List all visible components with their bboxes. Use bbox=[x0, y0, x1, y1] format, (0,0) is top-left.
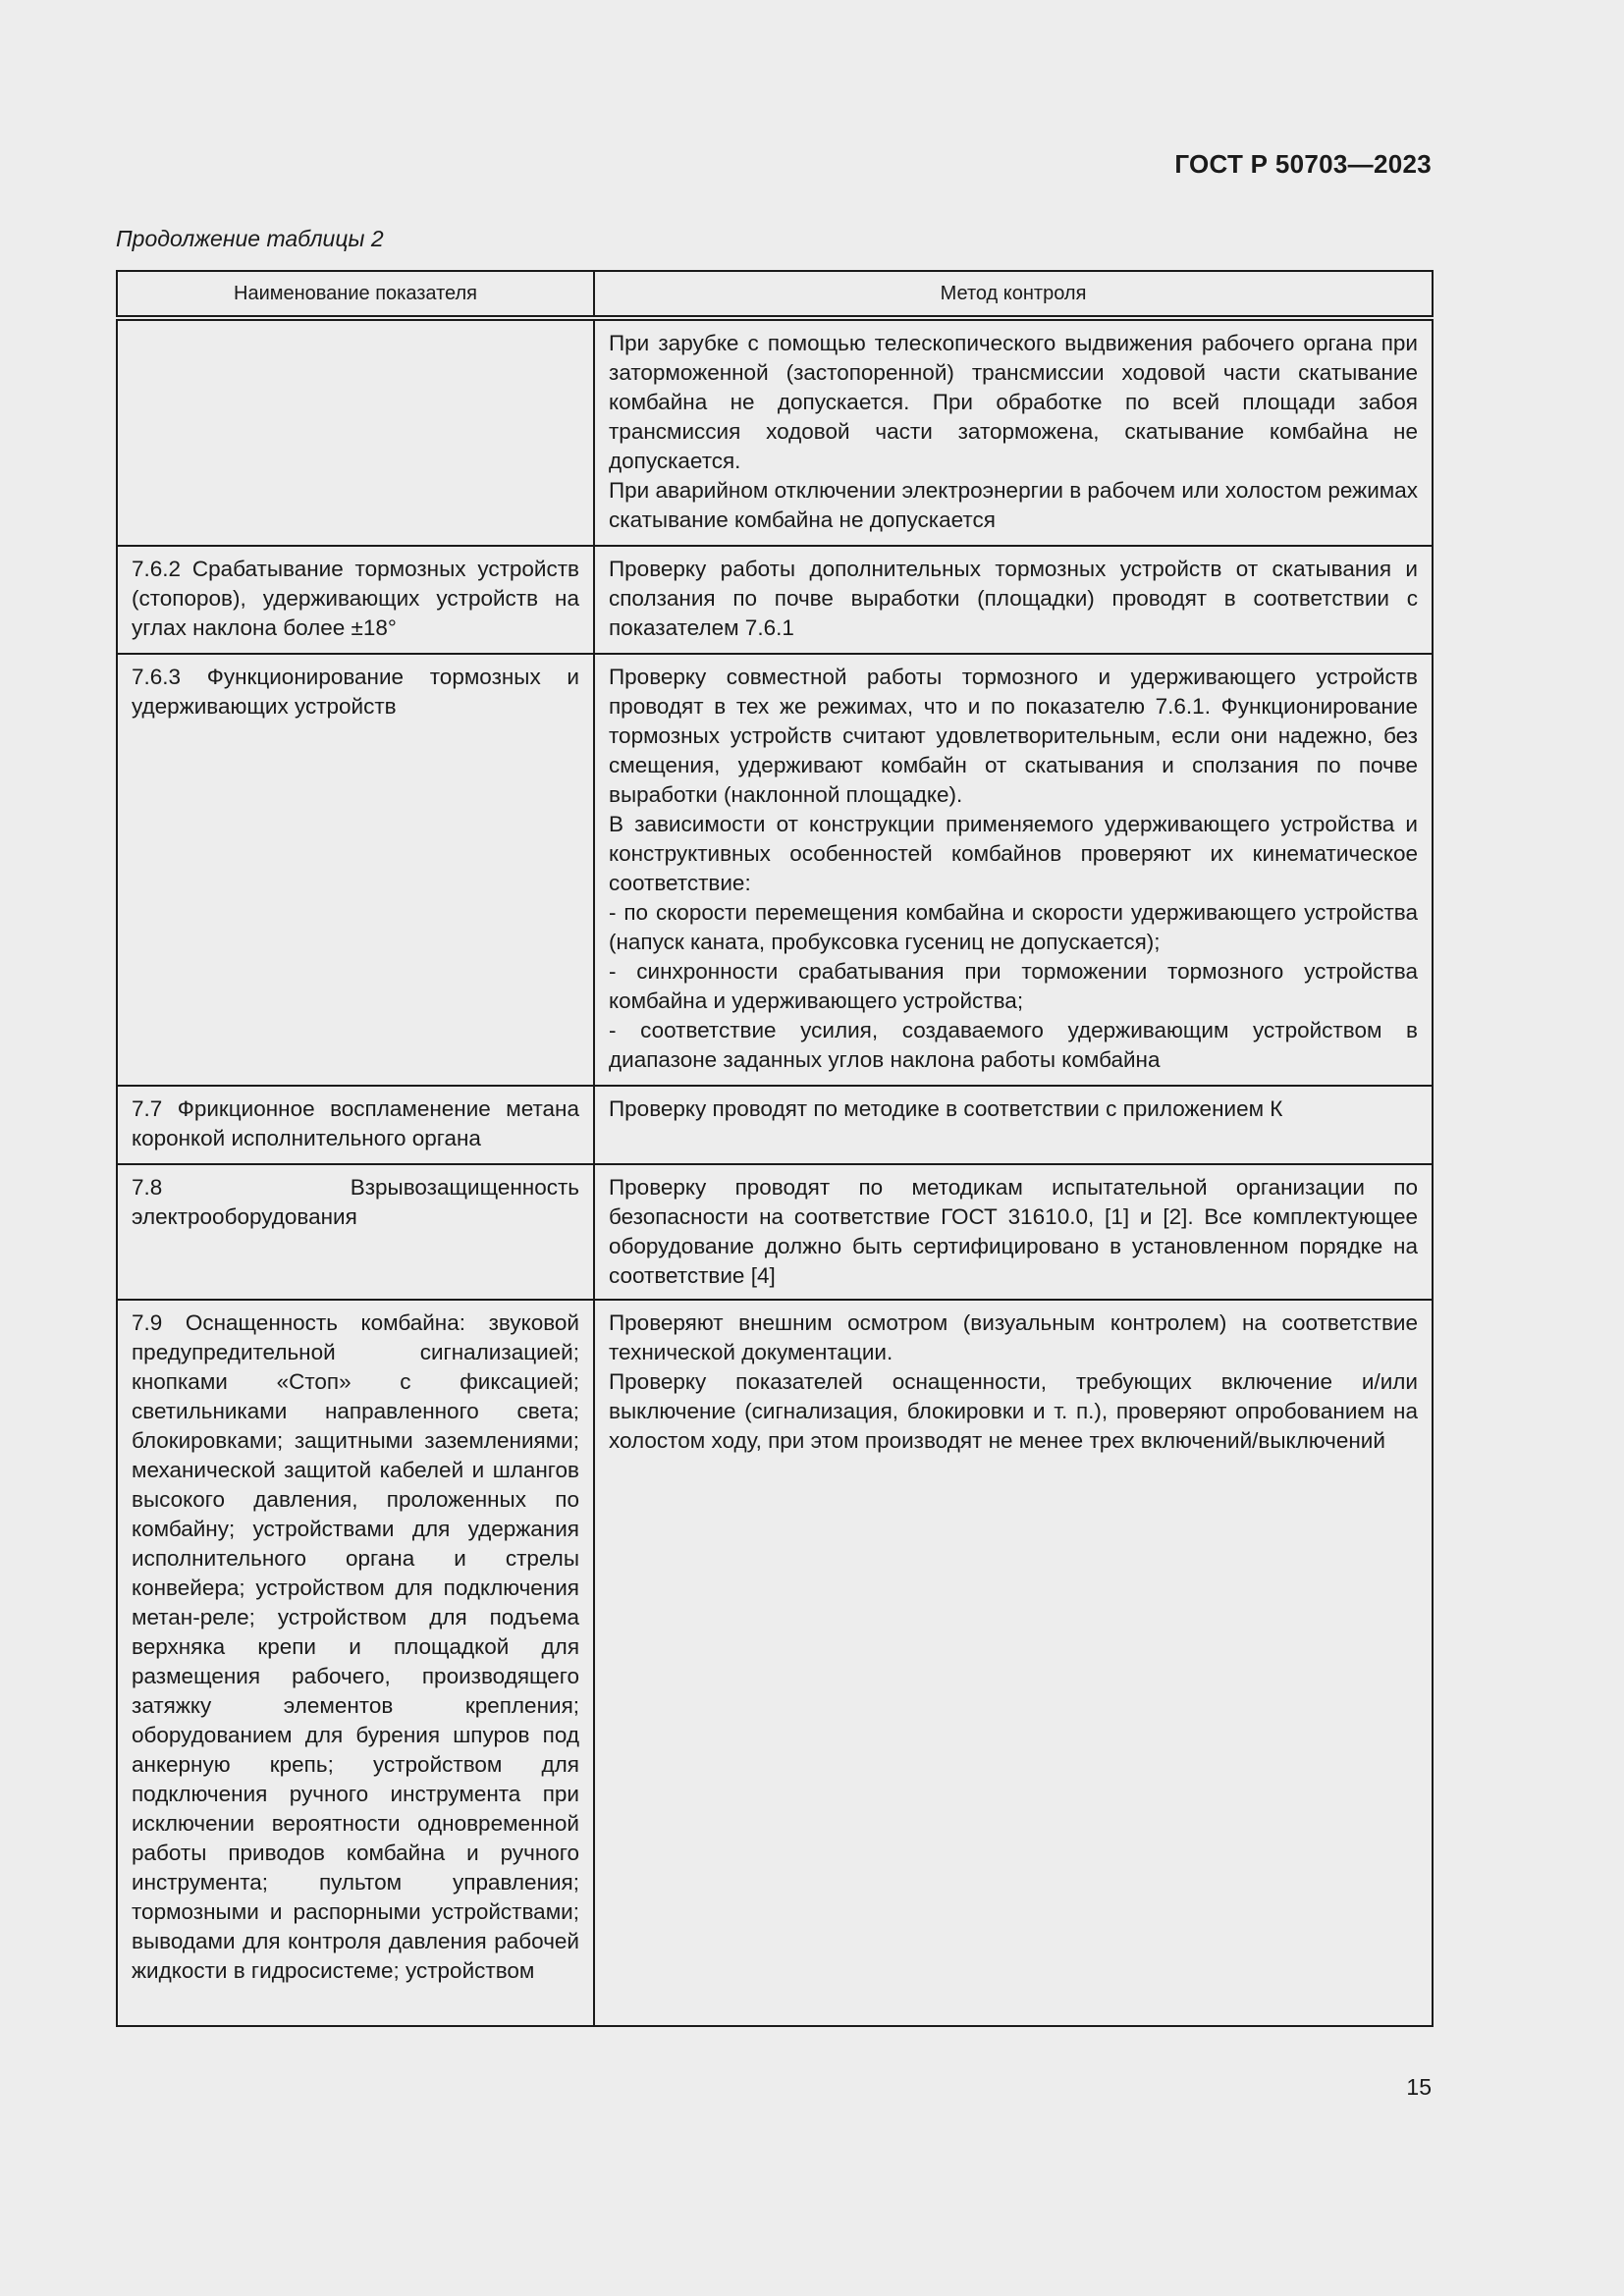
method-paragraph: - по скорости перемещения комбайна и скорости удерживающего устройства (напуск каната, пробуксовка гусениц не допускается); bbox=[609, 900, 1418, 954]
table-row bbox=[117, 654, 1433, 1086]
column-header-method: Метод контроля bbox=[594, 271, 1433, 318]
indicator-cell: 7.8 Взрывозащищенность электрооборудования bbox=[117, 1164, 594, 1300]
method-cell bbox=[594, 1086, 1433, 1164]
table-row bbox=[117, 1300, 1433, 2026]
method-paragraph: - соответствие усилия, создаваемого удерживающим устройством в диапазоне заданных углов наклона работы комбайна bbox=[609, 1018, 1418, 1072]
method-paragraph: При зарубке с помощью телескопического выдвижения рабочего органа при заторможенной (застопоренной) трансмиссии ходовой части скатывание комбайна не допускается. При обработке по всей площади забоя трансмиссия ходовой части заторможена, скатывание комбайна не допускается. bbox=[609, 331, 1418, 473]
indicator-cell: 7.6.3 Функционирование тормозных и удерживающих устройств bbox=[117, 654, 594, 1086]
table-header-row bbox=[117, 271, 1433, 318]
method-paragraph: Проверку проводят по методике в соответствии с приложением К bbox=[609, 1096, 1283, 1121]
method-paragraph: - синхронности срабатывания при торможении тормозного устройства комбайна и удерживающего устройства; bbox=[609, 959, 1418, 1013]
method-paragraph: Проверку совместной работы тормозного и удерживающего устройств проводят в тех же режимах, что и по показателю 7.6.1. Функционирование тормозных устройств считают удовлетворительным, если они надежно, без смещения, удерживают комбайн от скатывания и сползания по почве выработки (наклонной площадке). bbox=[609, 665, 1418, 807]
table-row bbox=[117, 1164, 1433, 1300]
method-paragraph: В зависимости от конструкции применяемого удерживающего устройства и конструктивных особенностей комбайнов проверяют их кинематическое соответствие: bbox=[609, 812, 1418, 895]
method-paragraph: При аварийном отключении электроэнергии в рабочем или холостом режимах скатывание комбайна не допускается bbox=[609, 478, 1418, 532]
method-cell bbox=[594, 1164, 1433, 1300]
column-header-indicator: Наименование показателя bbox=[117, 271, 594, 318]
table-row bbox=[117, 318, 1433, 546]
method-cell bbox=[594, 1300, 1433, 2026]
indicator-cell: 7.9 Оснащенность комбайна: звуковой предупредительной сигнализацией; кнопками «Стоп» с фиксацией; светильниками направленного света; блокировками; защитными заземлениями; механической защитой кабелей и шлангов высокого давления, проложенных по комбайну; устройствами для удержания исполнительного органа и стрелы конвейера; устройством для подключения метан-реле; устройством для подъема верхняка крепи и площадкой для размещения рабочего, производящего затяжку элементов крепления; оборудованием для бурения шпуров под анкерную крепь; устройством для подключения ручного инструмента при исключении вероятности одновременной работы приводов комбайна и ручного инструмента; пультом управления; тормозными и распорными устройствами; выводами для контроля давления рабочей жидкости в гидросистеме; устройством bbox=[117, 1300, 594, 2026]
method-paragraph: Проверку работы дополнительных тормозных устройств от скатывания и сползания по почве выработки (площадки) проводят в соответствии с показателем 7.6.1 bbox=[609, 557, 1418, 640]
method-cell bbox=[594, 318, 1433, 546]
method-paragraph: Проверку показателей оснащенности, требующих включение и/или выключение (сигнализация, блокировки и т. п.), проверяют опробованием на холостом ходу, при этом производят не менее трех включений/выключений bbox=[609, 1369, 1418, 1453]
document-code: ГОСТ Р 50703—2023 bbox=[1174, 149, 1432, 179]
table-row bbox=[117, 546, 1433, 654]
table-caption: Продолжение таблицы 2 bbox=[116, 226, 384, 251]
method-paragraph: Проверку проводят по методикам испытательной организации по безопасности на соответствие ГОСТ 31610.0, [1] и [2]. Все комплектующее оборудование должно быть сертифицировано в установленном порядке на соответствие [4] bbox=[609, 1175, 1418, 1288]
table-row bbox=[117, 1086, 1433, 1164]
page-number: 15 bbox=[1406, 2074, 1432, 2100]
method-cell bbox=[594, 654, 1433, 1086]
indicator-cell: 7.7 Фрикционное воспламенение метана коронкой исполнительного органа bbox=[117, 1086, 594, 1164]
specification-table bbox=[116, 270, 1434, 2027]
method-cell bbox=[594, 546, 1433, 654]
indicator-cell bbox=[117, 318, 594, 546]
method-paragraph: Проверяют внешним осмотром (визуальным контролем) на соответствие технической документации. bbox=[609, 1310, 1418, 1364]
indicator-cell: 7.6.2 Срабатывание тормозных устройств (стопоров), удерживающих устройств на углах наклона более ±18° bbox=[117, 546, 594, 654]
